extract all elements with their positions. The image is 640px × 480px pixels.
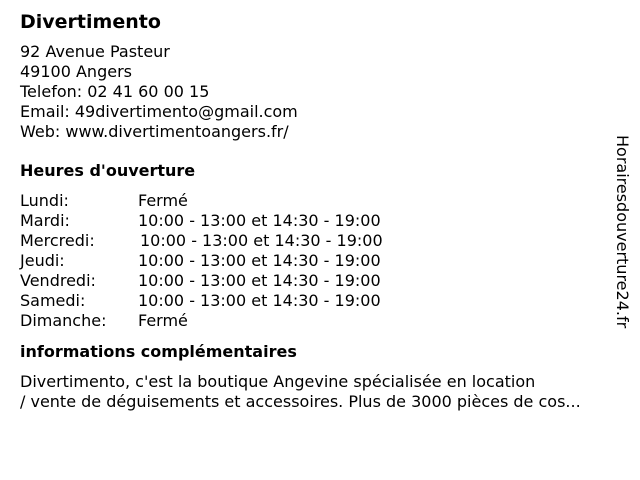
phone-line: Telefon: 02 41 60 00 15 (20, 82, 210, 101)
time-value: 10:00 - 13:00 et 14:30 - 19:00 (138, 211, 381, 230)
time-value: 10:00 - 13:00 et 14:30 - 19:00 (138, 291, 381, 310)
email-line: Email: 49divertimento@gmail.com (20, 102, 298, 121)
time-value: Fermé (138, 311, 188, 330)
hours-row-wednesday (20, 231, 620, 251)
day-label: Mardi: (20, 211, 70, 230)
business-card (20, 10, 620, 412)
info-text-line-1: Divertimento, c'est la boutique Angevine spécialisée en location (20, 372, 536, 391)
day-label: Samedi: (20, 291, 86, 310)
hours-row-tuesday (20, 211, 620, 231)
day-label: Dimanche: (20, 311, 107, 330)
hours-table (20, 191, 620, 331)
day-label: Vendredi: (20, 271, 96, 290)
hours-row-monday (20, 191, 620, 211)
time-value: 10:00 - 13:00 et 14:30 - 19:00 (138, 271, 381, 290)
day-label: Lundi: (20, 191, 69, 210)
hours-row-friday (20, 271, 620, 291)
business-name: Divertimento (20, 11, 161, 33)
time-value: 10:00 - 13:00 et 14:30 - 19:00 (140, 231, 383, 250)
hours-row-sunday (20, 311, 620, 331)
hours-heading: Heures d'ouverture (20, 161, 196, 180)
web-line: Web: www.divertimentoangers.fr/ (20, 122, 289, 141)
time-value: 10:00 - 13:00 et 14:30 - 19:00 (138, 251, 381, 270)
info-heading: informations complémentaires (20, 342, 297, 361)
site-watermark: Horairesdouverture24.fr (613, 135, 632, 329)
hours-row-thursday (20, 251, 620, 271)
address-street: 92 Avenue Pasteur (20, 42, 170, 61)
info-text-line-2: / vente de déguisements et accessoires. Plus de 3000 pièces de cos... (20, 392, 581, 411)
time-value: Fermé (138, 191, 188, 210)
address-city: 49100 Angers (20, 62, 132, 81)
day-label: Jeudi: (20, 251, 65, 270)
day-label: Mercredi: (20, 231, 95, 250)
hours-row-saturday (20, 291, 620, 311)
